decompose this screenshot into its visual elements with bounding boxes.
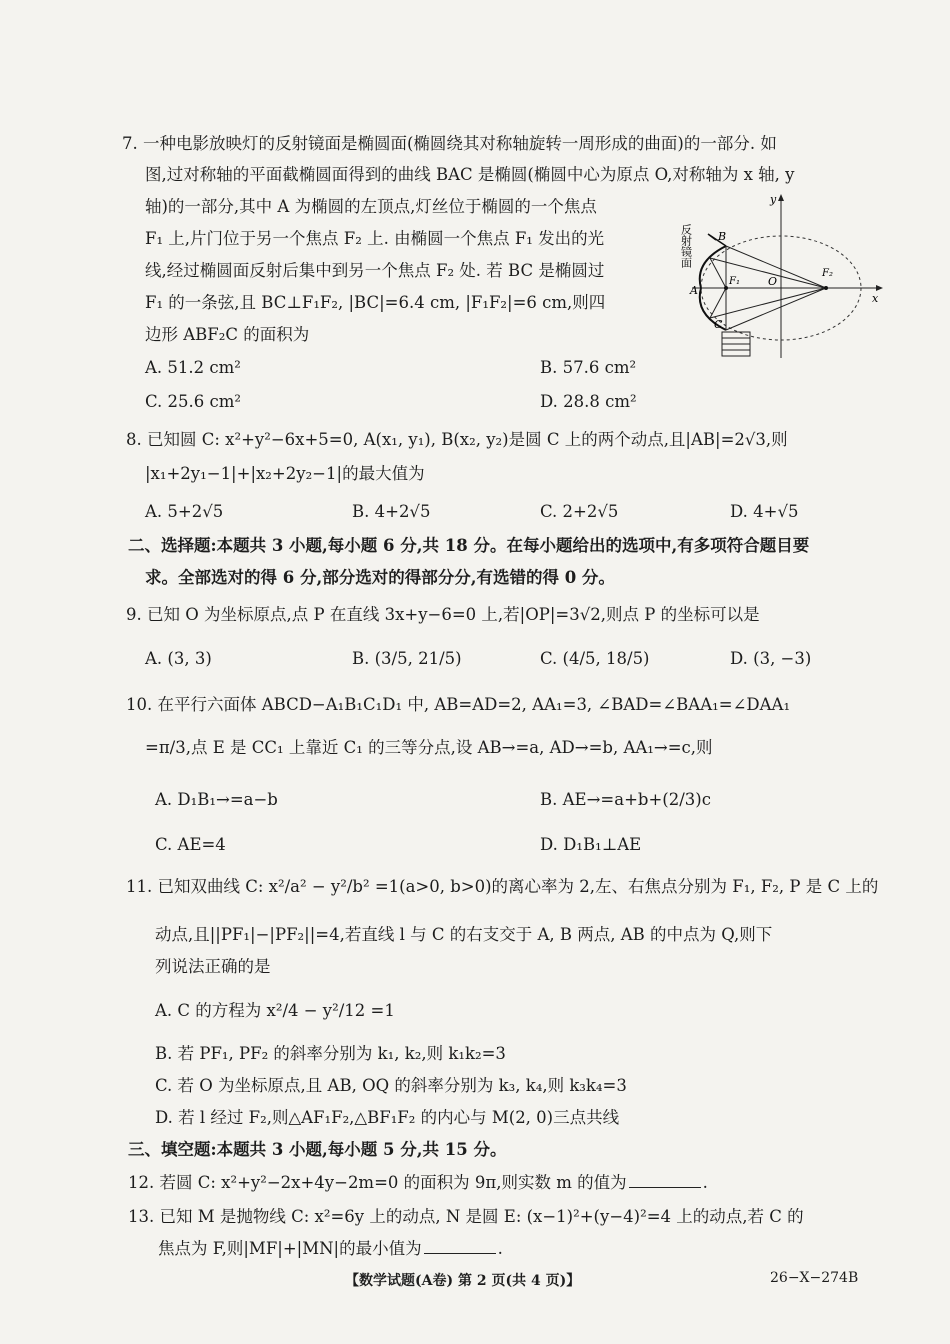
q10-line-2: =π/3,点 E 是 CC₁ 上靠近 C₁ 的三等分点,设 AB→=a, AD→=b, AA₁→=c,则 [145, 738, 713, 757]
q8-line-2: |x₁+2y₁−1|+|x₂+2y₂−1|的最大值为 [145, 464, 425, 483]
q9-option-b: B. (3/5, 21/5) [352, 649, 462, 668]
q11-option-b: B. 若 PF₁, PF₂ 的斜率分别为 k₁, k₂,则 k₁k₂=3 [155, 1044, 506, 1063]
q10-option-a: A. D₁B₁→=a−b [155, 790, 278, 809]
q10-line-1: 10. 在平行六面体 ABCD−A₁B₁C₁D₁ 中, AB=AD=2, AA₁=3, ∠BAD=∠BAA₁=∠DAA₁ [126, 695, 791, 714]
q12-text: 12. 若圆 C: x²+y²−2x+4y−2m=0 的面积为 9π,则实数 m 的值为 [128, 1173, 627, 1192]
q11-line-2: 动点,且||PF₁|−|PF₂||=4,若直线 l 与 C 的右支交于 A, B 两点, AB 的中点为 Q,则下 [155, 925, 773, 944]
question-12 [128, 1172, 708, 1194]
point-f2 [824, 286, 828, 290]
q8-option-b: B. 4+2√5 [352, 502, 431, 521]
q13-period: . [497, 1239, 503, 1258]
q11-option-c: C. 若 O 为坐标原点,且 AB, OQ 的斜率分别为 k₃, k₄,则 k₃k₄=3 [155, 1076, 627, 1095]
q7-line-5: 线,经过椭圆面反射后集中到另一个焦点 F₂ 处. 若 BC 是椭圆过 [145, 261, 605, 280]
label-b: B [718, 230, 727, 243]
q7-line-4: F₁ 上,片门位于另一个焦点 F₂ 上. 由椭圆一个焦点 F₁ 发出的光 [145, 229, 605, 248]
q7-line-3: 轴)的一部分,其中 A 为椭圆的左顶点,灯丝位于椭圆的一个焦点 [145, 197, 597, 216]
ray-c-f2 [726, 288, 826, 330]
q8-option-a: A. 5+2√5 [145, 502, 224, 521]
section-3-heading: 三、填空题:本题共 3 小题,每小题 5 分,共 15 分。 [128, 1140, 507, 1159]
label-y: y [770, 193, 777, 206]
exam-code: 26−X−274B [770, 1270, 859, 1286]
q8-option-c: C. 2+2√5 [540, 502, 619, 521]
label-o: O [768, 275, 778, 288]
x-axis-arrow [876, 285, 883, 291]
ray-refl-2 [710, 288, 826, 318]
q7-option-a: A. 51.2 cm² [145, 358, 241, 377]
q10-option-b: B. AE→=a+b+(2/3)c [540, 790, 711, 809]
q13-line-1: 13. 已知 M 是抛物线 C: x²=6y 上的动点, N 是圆 E: (x−1)²+(y−4)²=4 上的动点,若 C 的 [128, 1207, 804, 1226]
point-f1 [724, 286, 728, 290]
label-c: C [714, 318, 723, 331]
label-f1: F₁ [729, 276, 740, 287]
q7-line-1: 7. 一种电影放映灯的反射镜面是椭圆面(椭圆绕其对称轴旋转一周形成的曲面)的一部分. 如 [122, 134, 777, 153]
q11-option-a: A. C 的方程为 x²/4 − y²/12 =1 [155, 1001, 395, 1020]
section-2-line-1: 二、选择题:本题共 3 小题,每小题 6 分,共 18 分。在每小题给出的选项中,有多项符合题目要 [128, 536, 810, 555]
page-footer: 【数学试题(A卷) 第 2 页(共 4 页)】 [345, 1273, 581, 1289]
ray-f1-1 [710, 258, 726, 288]
q7-option-d: D. 28.8 cm² [540, 392, 637, 411]
q9-option-d: D. (3, −3) [730, 649, 812, 668]
q13-answer-blank[interactable] [424, 1253, 496, 1254]
q7-line-6: F₁ 的一条弦,且 BC⊥F₁F₂, |BC|=6.4 cm, |F₁F₂|=6 cm,则四 [145, 293, 606, 312]
q10-option-c: C. AE=4 [155, 835, 226, 854]
q7-line-7: 边形 ABF₂C 的面积为 [145, 325, 310, 344]
q8-option-d: D. 4+√5 [730, 502, 799, 521]
q9-option-c: C. (4/5, 18/5) [540, 649, 650, 668]
q11-line-3: 列说法正确的是 [155, 957, 271, 976]
label-f2: F₂ [822, 268, 833, 279]
q11-line-1: 11. 已知双曲线 C: x²/a² − y²/b² =1(a>0, b>0)的离心率为 2,左、右焦点分别为 F₁, F₂, P 是 C 上的 [126, 877, 879, 896]
ray-f1-2 [710, 288, 726, 318]
q13-text: 焦点为 F,则|MF|+|MN|的最小值为 [158, 1239, 422, 1258]
q12-period: . [702, 1173, 708, 1192]
q9-option-a: A. (3, 3) [145, 649, 212, 668]
q12-answer-blank[interactable] [629, 1187, 701, 1188]
q9-line: 9. 已知 O 为坐标原点,点 P 在直线 3x+y−6=0 上,若|OP|=3√2,则点 P 的坐标可以是 [126, 605, 760, 624]
ellipse-reflector-figure [679, 192, 886, 364]
label-x: x [872, 292, 879, 305]
q13-line-2 [158, 1238, 503, 1260]
q7-option-c: C. 25.6 cm² [145, 392, 242, 411]
q11-option-d: D. 若 l 经过 F₂,则△AF₁F₂,△BF₁F₂ 的内心与 M(2, 0)三点共线 [155, 1108, 620, 1127]
q7-option-b: B. 57.6 cm² [540, 358, 637, 377]
section-2-line-2: 求。全部选对的得 6 分,部分选对的得部分分,有选错的得 0 分。 [145, 568, 615, 587]
q10-option-d: D. D₁B₁⊥AE [540, 835, 642, 854]
q8-line-1: 8. 已知圆 C: x²+y²−6x+5=0, A(x₁, y₁), B(x₂, y₂)是圆 C 上的两个动点,且|AB|=2√3,则 [126, 430, 788, 449]
q7-line-2: 图,过对称轴的平面截椭圆面得到的曲线 BAC 是椭圆(椭圆中心为原点 O,对称轴为 x 轴, y [145, 165, 795, 184]
label-mirror: 反射镜面 [679, 224, 693, 268]
label-a: A [690, 284, 698, 297]
y-axis-arrow [778, 194, 784, 201]
ellipse-figure-svg [679, 192, 886, 360]
